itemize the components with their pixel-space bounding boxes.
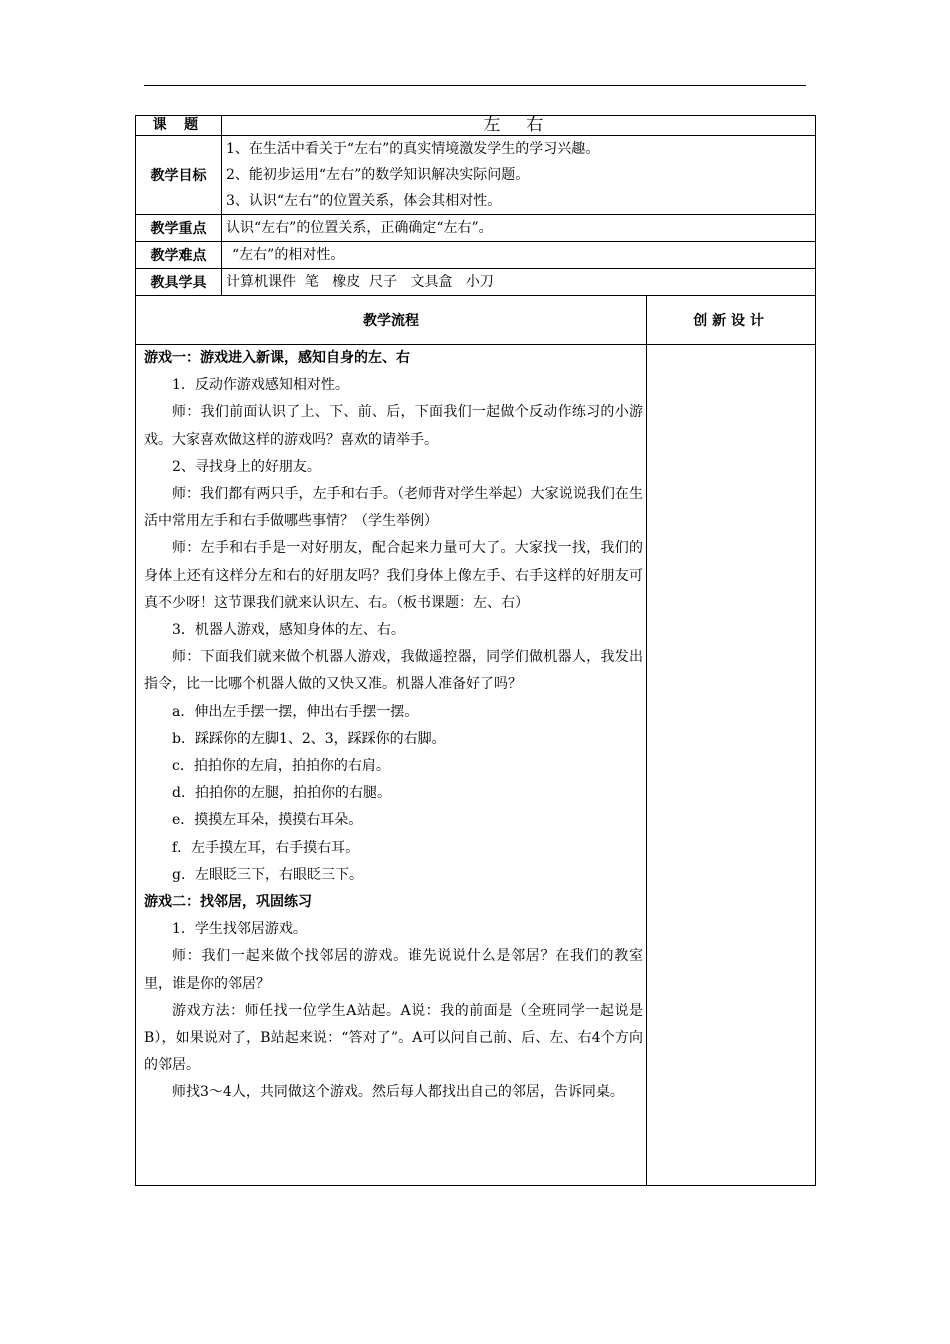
- key-point-row: [136, 215, 816, 242]
- flow-paragraph: 师：下面我们就来做个机器人游戏，我做遥控器，同学们做机器人，我发出指令，比一比哪个机器人做的又快又准。机器人准备好了吗？: [144, 649, 643, 693]
- flow-paragraph: 1．学生找邻居游戏。: [172, 921, 307, 938]
- flow-paragraph: e．摸摸左耳朵，摸摸右耳朵。: [172, 812, 363, 829]
- difficulty-row: [136, 242, 816, 269]
- goal-line: 1、在生活中看关于“左右”的真实情境激发学生的学习兴趣。: [226, 141, 600, 157]
- innovation-content: [647, 345, 816, 1186]
- flow-paragraph: 师找3～4人，共同做这个游戏。然后每人都找出自己的邻居，告诉同桌。: [172, 1084, 624, 1101]
- difficulty-value: “左右”的相对性。: [222, 242, 816, 269]
- key-point-label: 教学重点: [136, 215, 222, 242]
- flow-paragraph: f．左手摸左耳，右手摸右耳。: [172, 839, 360, 856]
- flow-paragraph: a．伸出左手摆一摆，伸出右手摆一摆。: [172, 703, 419, 720]
- flow-paragraph: b．踩踩你的左脚1、2、3，踩踩你的右脚。: [172, 730, 446, 747]
- topic-value: 左 右: [222, 116, 816, 136]
- flow-paragraph: 师：我们一起来做个找邻居的游戏。谁先说说什么是邻居？在我们的教室里，谁是你的邻居？: [144, 948, 643, 992]
- tools-value: 计算机课件 笔 橡皮 尺子 文具盒 小刀: [222, 269, 816, 296]
- difficulty-label: 教学难点: [136, 242, 222, 269]
- lesson-plan-table: [135, 115, 816, 1186]
- topic-label: 课 题: [136, 116, 222, 136]
- flow-paragraph: 师：我们都有两只手，左手和右手。（老师背对学生举起）大家说说我们在生活中常用左手和右手做哪些事情？（学生举例）: [144, 486, 643, 530]
- flow-paragraph: 1．反动作游戏感知相对性。: [172, 377, 349, 394]
- flow-paragraph: 师：我们前面认识了上、下、前、后，下面我们一起做个反动作练习的小游戏。大家喜欢做这样的游戏吗？喜欢的请举手。: [144, 404, 643, 448]
- key-point-value: 认识“左右”的位置关系，正确确定“左右”。: [222, 215, 816, 242]
- goals-label: 教学目标: [136, 136, 222, 215]
- flow-paragraph: g．左眼眨三下，右眼眨三下。: [172, 866, 363, 883]
- topic-row: [136, 116, 816, 136]
- flow-paragraph: 3．机器人游戏，感知身体的左、右。: [172, 622, 405, 639]
- section-heading: 游戏一：游戏进入新课，感知自身的左、右: [144, 350, 410, 366]
- flow-header-innovation: 创新设计: [647, 296, 816, 345]
- goals-row: [136, 136, 816, 215]
- flow-paragraph: d．拍拍你的左腿，拍拍你的右腿。: [172, 785, 391, 802]
- flow-paragraph: 游戏方法：师任找一位学生A站起。A说：我的前面是（全班同学一起说是B），如果说对了，B站起来说：“答对了”。A可以问自己前、后、左、右4个方向的邻居。: [144, 1002, 644, 1074]
- flow-paragraph: 2、寻找身上的好朋友。: [172, 458, 321, 475]
- goals-content: [222, 136, 816, 215]
- flow-header-process: 教学流程: [136, 296, 647, 345]
- flow-paragraph: c．拍拍你的左肩，拍拍你的右肩。: [172, 758, 390, 775]
- tools-label: 教具学具: [136, 269, 222, 296]
- section-heading: 游戏二：找邻居，巩固练习: [144, 894, 312, 911]
- header-rule: [144, 85, 806, 86]
- tools-row: [136, 269, 816, 296]
- flow-paragraph: 师：左手和右手是一对好朋友，配合起来力量可大了。大家找一找，我们的身体上还有这样分左和右的好朋友吗？我们身体上像左手、右手这样的好朋友可真不少呀！这节课我们就来认识左、右。（板书课题：左、右）: [144, 540, 643, 611]
- flow-header-row: [136, 296, 816, 345]
- goal-line: 3、认识“左右”的位置关系，体会其相对性。: [226, 193, 502, 209]
- goal-line: 2、能初步运用“左右”的数学知识解决实际问题。: [226, 167, 530, 183]
- flow-row: [136, 345, 816, 1186]
- flow-content: [136, 345, 647, 1186]
